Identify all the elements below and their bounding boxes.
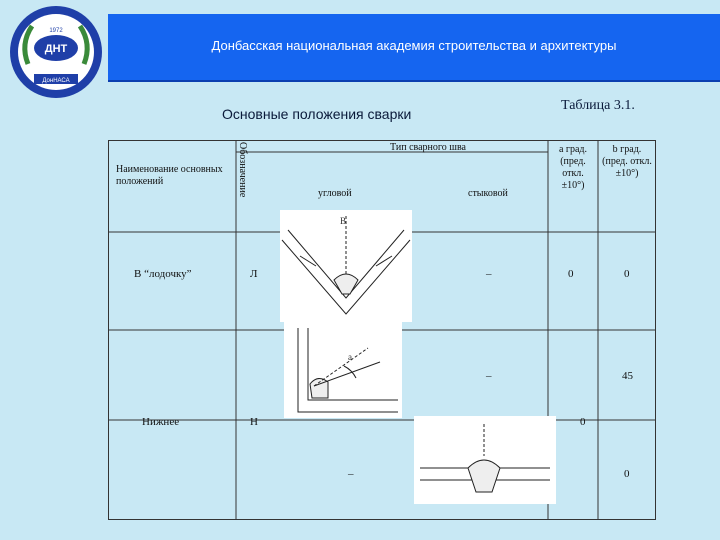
row1-a: 0 xyxy=(568,268,574,280)
welding-positions-table xyxy=(108,140,656,520)
header-butt-cell: стыковой xyxy=(468,188,508,199)
flat-butt-figure xyxy=(414,416,556,504)
table-caption: Таблица 3.1. xyxy=(561,98,635,113)
header-designation-cell: Обозначение xyxy=(237,142,248,198)
row4-b: 0 xyxy=(624,468,630,480)
academy-logo xyxy=(6,4,106,100)
svg-text:1972: 1972 xyxy=(49,28,63,34)
row3-name: Нижнее xyxy=(142,416,180,428)
svg-text:ДНТ: ДНТ xyxy=(44,43,68,55)
row3-designation: Н xyxy=(250,416,258,428)
section-title: Основные положения сварки xyxy=(222,106,412,122)
row1-butt: – xyxy=(486,268,492,280)
header-title: Донбасская национальная академия строительства и архитектуры xyxy=(211,38,617,53)
row4-fillet: – xyxy=(348,468,354,480)
svg-text:ДонНАСА: ДонНАСА xyxy=(42,78,70,84)
row2-b: 45 xyxy=(622,370,633,382)
row1-designation: Л xyxy=(250,268,258,280)
row3-a: 0 xyxy=(580,416,586,428)
svg-text:В: В xyxy=(340,216,347,226)
header-name-cell: Наименование основных положений xyxy=(116,164,223,187)
header-b-cell: b град. (пред. откл. ±10°) xyxy=(602,144,652,179)
header-fillet-cell: угловой xyxy=(318,188,352,199)
row1-b: 0 xyxy=(624,268,630,280)
row1-name: В “лодочку” xyxy=(134,268,192,280)
header-divider xyxy=(108,80,720,82)
row2-butt: – xyxy=(486,370,492,382)
header-seam-type-cell: Тип сварного шва xyxy=(390,142,466,153)
boat-position-figure xyxy=(280,210,412,322)
fillet-figure xyxy=(284,322,402,418)
svg-text:а: а xyxy=(348,352,352,362)
header-banner xyxy=(108,14,720,80)
header-a-cell: a град. (пред. откл. ±10°) xyxy=(558,144,588,191)
